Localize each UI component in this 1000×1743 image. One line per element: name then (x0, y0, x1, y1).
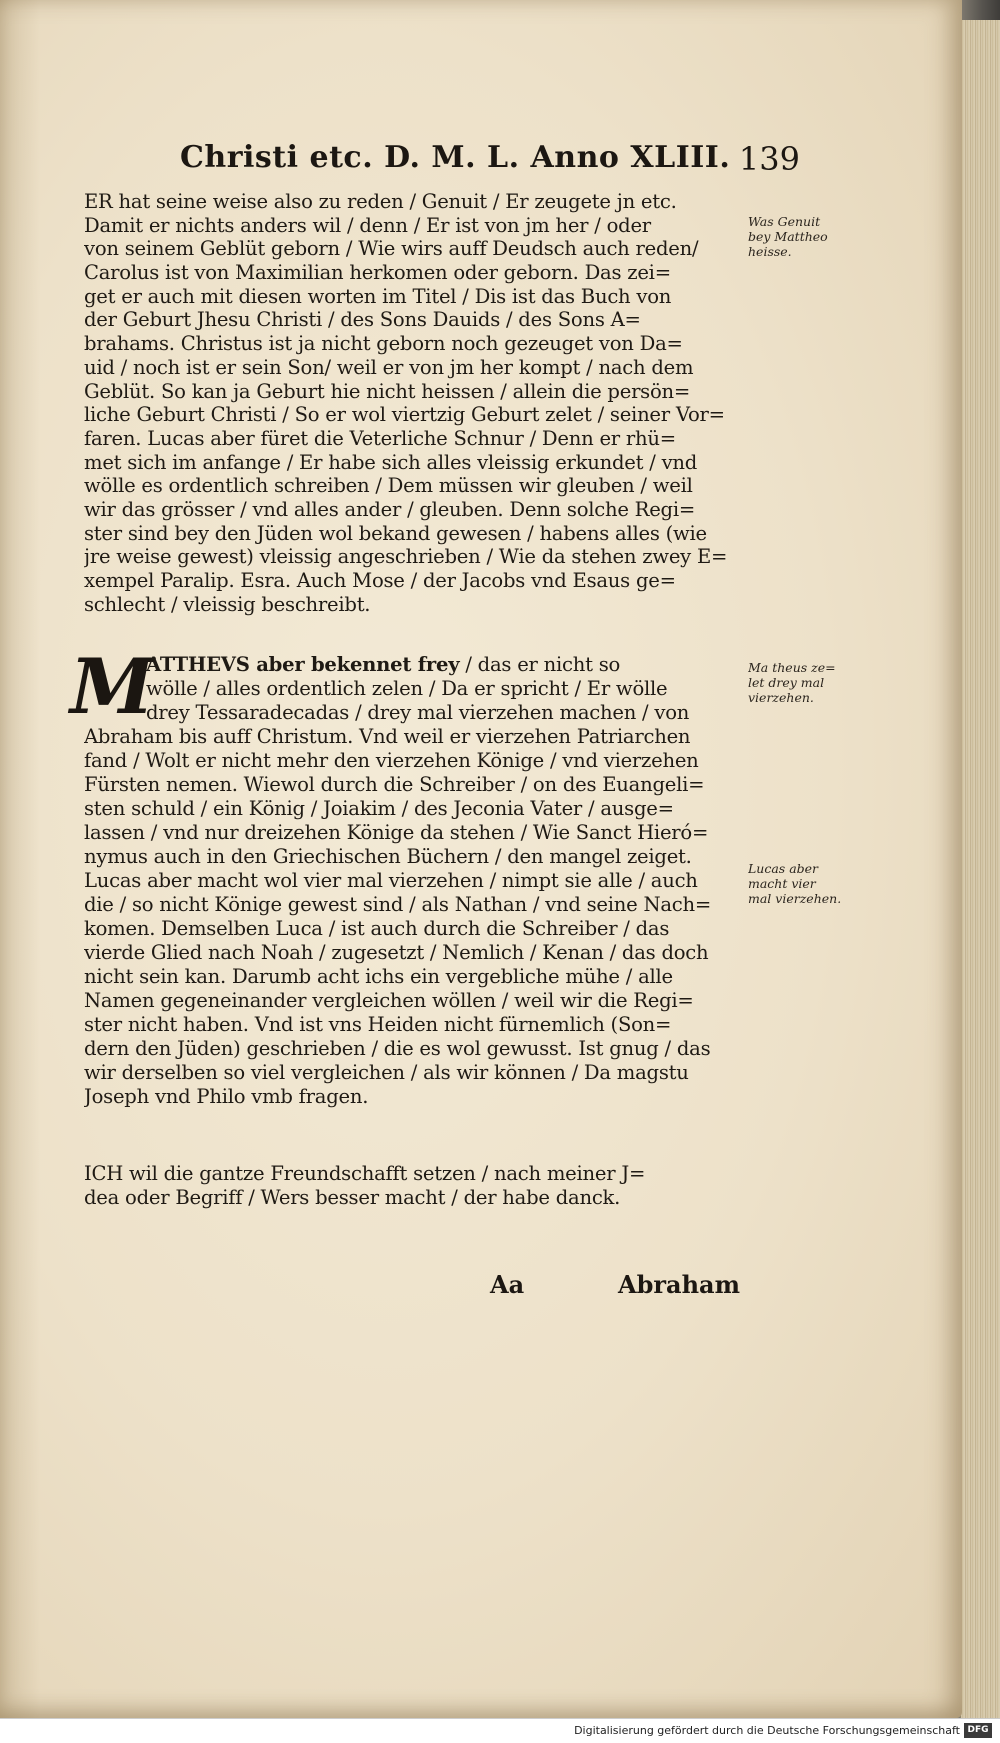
margin-note-line: let drey mal (748, 675, 825, 690)
text-line: brahams. Christus ist ja nicht geborn noch gezeuget von Da= (84, 332, 683, 356)
text-line: Carolus ist von Maximilian herkomen oder geborn. Das zei= (84, 261, 671, 285)
margin-note-line: Lucas aber (748, 861, 819, 876)
first-line-rest: / das er nicht so (459, 653, 621, 676)
paragraph-freundschafft (84, 1162, 740, 1209)
text-line: komen. Demselben Luca / ist auch durch die Schreiber / das (84, 917, 670, 940)
text-line: ster sind bey den Jüden wol bekand gewesen / habens alles (wie (84, 521, 707, 545)
text-line: lassen / vnd nur dreizehen Könige da stehen / Wie Sanct Hieró= (84, 821, 709, 844)
first-words: ATTHEVS aber bekennet frey (146, 653, 460, 676)
text-line: schlecht / vleissig beschreibt. (84, 592, 371, 616)
page-gutter-shade (0, 0, 40, 1718)
margin-note-line: vierzehen. (748, 690, 814, 705)
margin-note-line: bey Mattheo (748, 229, 828, 244)
page-edge-stack (960, 20, 1000, 1720)
text-line: ER hat seine weise also zu reden / Genuit / Er zeugete jn etc. (84, 190, 677, 213)
page-number: 139 (738, 140, 800, 178)
text-line: nymus auch in den Griechischen Büchern / den mangel zeiget. (84, 845, 692, 868)
margin-note-mattheus (748, 660, 866, 705)
text-line-first (84, 653, 740, 677)
text-line: nicht sein kan. Darumb acht ichs ein vergebliche mühe / alle (84, 965, 673, 988)
text-line: wir derselben so viel vergleichen / als wir können / Da magstu (84, 1061, 689, 1084)
text-line: jre weise gewest) vleissig angeschrieben / Wie da stehen zwey E= (84, 545, 728, 569)
text-line: dea oder Begriff / Wers besser macht / der habe danck. (84, 1185, 621, 1209)
text-line: xempel Paralip. Esra. Auch Mose / der Jacobs vnd Esaus ge= (84, 569, 676, 592)
text-line: Damit er nichts anders wil / denn / Er ist von jm her / oder (84, 213, 651, 237)
margin-note-genuit (748, 214, 866, 259)
running-title: Christi etc. D. M. L. Anno XLIII. (180, 140, 731, 175)
text-line: faren. Lucas aber füret die Veterliche Schnur / Denn er rhü= (84, 426, 676, 450)
text-line: wir das grösser / vnd alles ander / gleuben. Denn solche Regi= (84, 497, 696, 521)
catchword-left: Aa (490, 1270, 525, 1299)
paragraph-mattheus (84, 653, 740, 1109)
margin-note-line: Ma theus ze= (748, 660, 836, 675)
page-header (180, 140, 800, 186)
text-line: Lucas aber macht wol vier mal vierzehen / nimpt sie alle / auch (84, 869, 698, 892)
catchwords (490, 1270, 740, 1304)
text-line: get er auch mit diesen worten im Titel / Dis ist das Buch von (84, 284, 672, 308)
footer-credit: Digitalisierung gefördert durch die Deutsche Forschungsgemeinschaft (574, 1724, 960, 1737)
paragraph-genuit (84, 190, 740, 616)
text-line: Geblüt. So kan ja Geburt hie nicht heissen / allein die persön= (84, 379, 691, 403)
drop-cap-initial: M (70, 642, 155, 731)
text-line: dern den Jüden) geschrieben / die es wol gewusst. Ist gnug / das (84, 1037, 711, 1060)
text-line: der Geburt Jhesu Christi / des Sons Dauids / des Sons A= (84, 308, 641, 332)
catchword-right: Abraham (618, 1270, 740, 1299)
text-line: von seinem Geblüt geborn / Wie wirs auff Deudsch auch reden/ (84, 237, 699, 261)
margin-note-lucas (748, 861, 866, 906)
text-line: wölle es ordentlich schreiben / Dem müssen wir gleuben / weil (84, 474, 693, 498)
margin-note-line: macht vier (748, 876, 816, 891)
margin-note-line: heisse. (748, 244, 792, 259)
text-line: Fürsten nemen. Wiewol durch die Schreiber / on des Euangeli= (84, 773, 705, 796)
margin-note-line: mal vierzehen. (748, 891, 842, 906)
text-line: Abraham bis auff Christum. Vnd weil er vierzehen Patriarchen (84, 725, 691, 748)
digitization-footer (0, 1718, 1000, 1743)
text-line: ster nicht haben. Vnd ist vns Heiden nicht fürnemlich (Son= (84, 1013, 672, 1036)
text-line: drey Tessaradecadas / drey mal vierzehen machen / von (146, 701, 690, 724)
text-line: uid / noch ist er sein Son/ weil er von jm her kompt / nach dem (84, 355, 694, 379)
text-line: liche Geburt Christi / So er wol viertzig Geburt zelet / seiner Vor= (84, 403, 725, 427)
text-line: met sich im anfange / Er habe sich alles vleissig erkundet / vnd (84, 450, 698, 474)
margin-note-line: Was Genuit (748, 214, 821, 229)
text-line: sten schuld / ein König / Joiakim / des Jeconia Vater / ausge= (84, 797, 674, 820)
text-line: wölle / alles ordentlich zelen / Da er spricht / Er wölle (146, 677, 668, 700)
text-line: ICH wil die gantze Freundschafft setzen / nach meiner J= (84, 1162, 646, 1185)
text-line: vierde Glied nach Noah / zugesetzt / Nemlich / Kenan / das doch (84, 941, 709, 964)
text-line: die / so nicht Könige gewest sind / als Nathan / vnd seine Nach= (84, 893, 712, 916)
dfg-logo: DFG (964, 1723, 992, 1738)
text-line: Joseph vnd Philo vmb fragen. (84, 1085, 369, 1108)
text-line: fand / Wolt er nicht mehr den vierzehen Könige / vnd vierzehen (84, 749, 699, 772)
text-line: Namen gegeneinander vergleichen wöllen / weil wir die Regi= (84, 989, 694, 1012)
